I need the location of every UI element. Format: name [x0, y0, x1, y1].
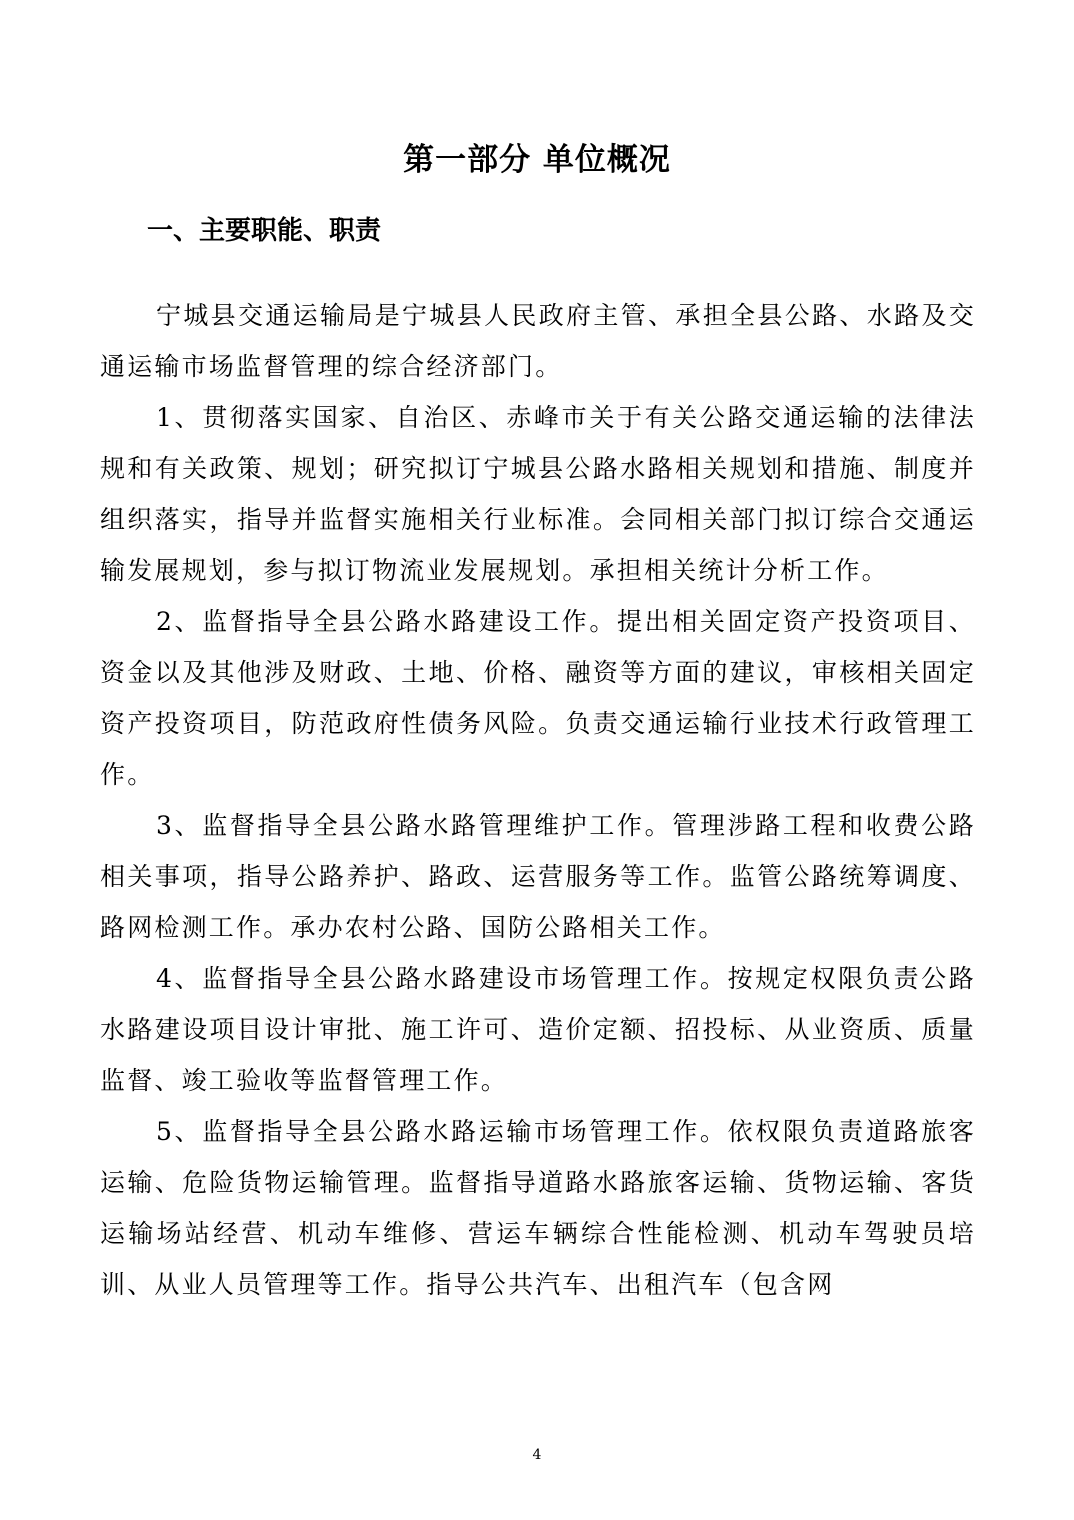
paragraph-duty-4: 4、监督指导全县公路水路建设市场管理工作。按规定权限负责公路水路建设项目设计审批、施工许可、造价定额、招投标、从业资质、质量监督、竣工验收等监督管理工作。 [100, 964, 976, 1095]
body-text [100, 290, 976, 1310]
section-heading: 一、主要职能、职责 [147, 216, 382, 246]
paragraph-duty-3: 3、监督指导全县公路水路管理维护工作。管理涉路工程和收费公路相关事项，指导公路养护、路政、运营服务等工作。监管公路统筹调度、路网检测工作。承办农村公路、国防公路相关工作。 [100, 811, 976, 942]
paragraph-duty-1: 1、贯彻落实国家、自治区、赤峰市关于有关公路交通运输的法律法规和有关政策、规划；研究拟订宁城县公路水路相关规划和措施、制度并组织落实，指导并监督实施相关行业标准。会同相关部门拟订综合交通运输发展规划，参与拟订物流业发展规划。承担相关统计分析工作。 [100, 403, 976, 585]
paragraph-duty-2: 2、监督指导全县公路水路建设工作。提出相关固定资产投资项目、资金以及其他涉及财政、土地、价格、融资等方面的建议，审核相关固定资产投资项目，防范政府性债务风险。负责交通运输行业技术行政管理工作。 [100, 607, 976, 789]
page-title: 第一部分 单位概况 [403, 142, 671, 178]
paragraph-duty-5: 5、监督指导全县公路水路运输市场管理工作。依权限负责道路旅客运输、危险货物运输管理。监督指导道路水路旅客运输、货物运输、客货运输场站经营、机动车维修、营运车辆综合性能检测、机动车驾驶员培训、从业人员管理等工作。指导公共汽车、出租汽车（包含网 [100, 1117, 976, 1299]
paragraph-intro: 宁城县交通运输局是宁城县人民政府主管、承担全县公路、水路及交通运输市场监督管理的综合经济部门。 [100, 301, 976, 381]
page-number: 4 [532, 1447, 542, 1463]
